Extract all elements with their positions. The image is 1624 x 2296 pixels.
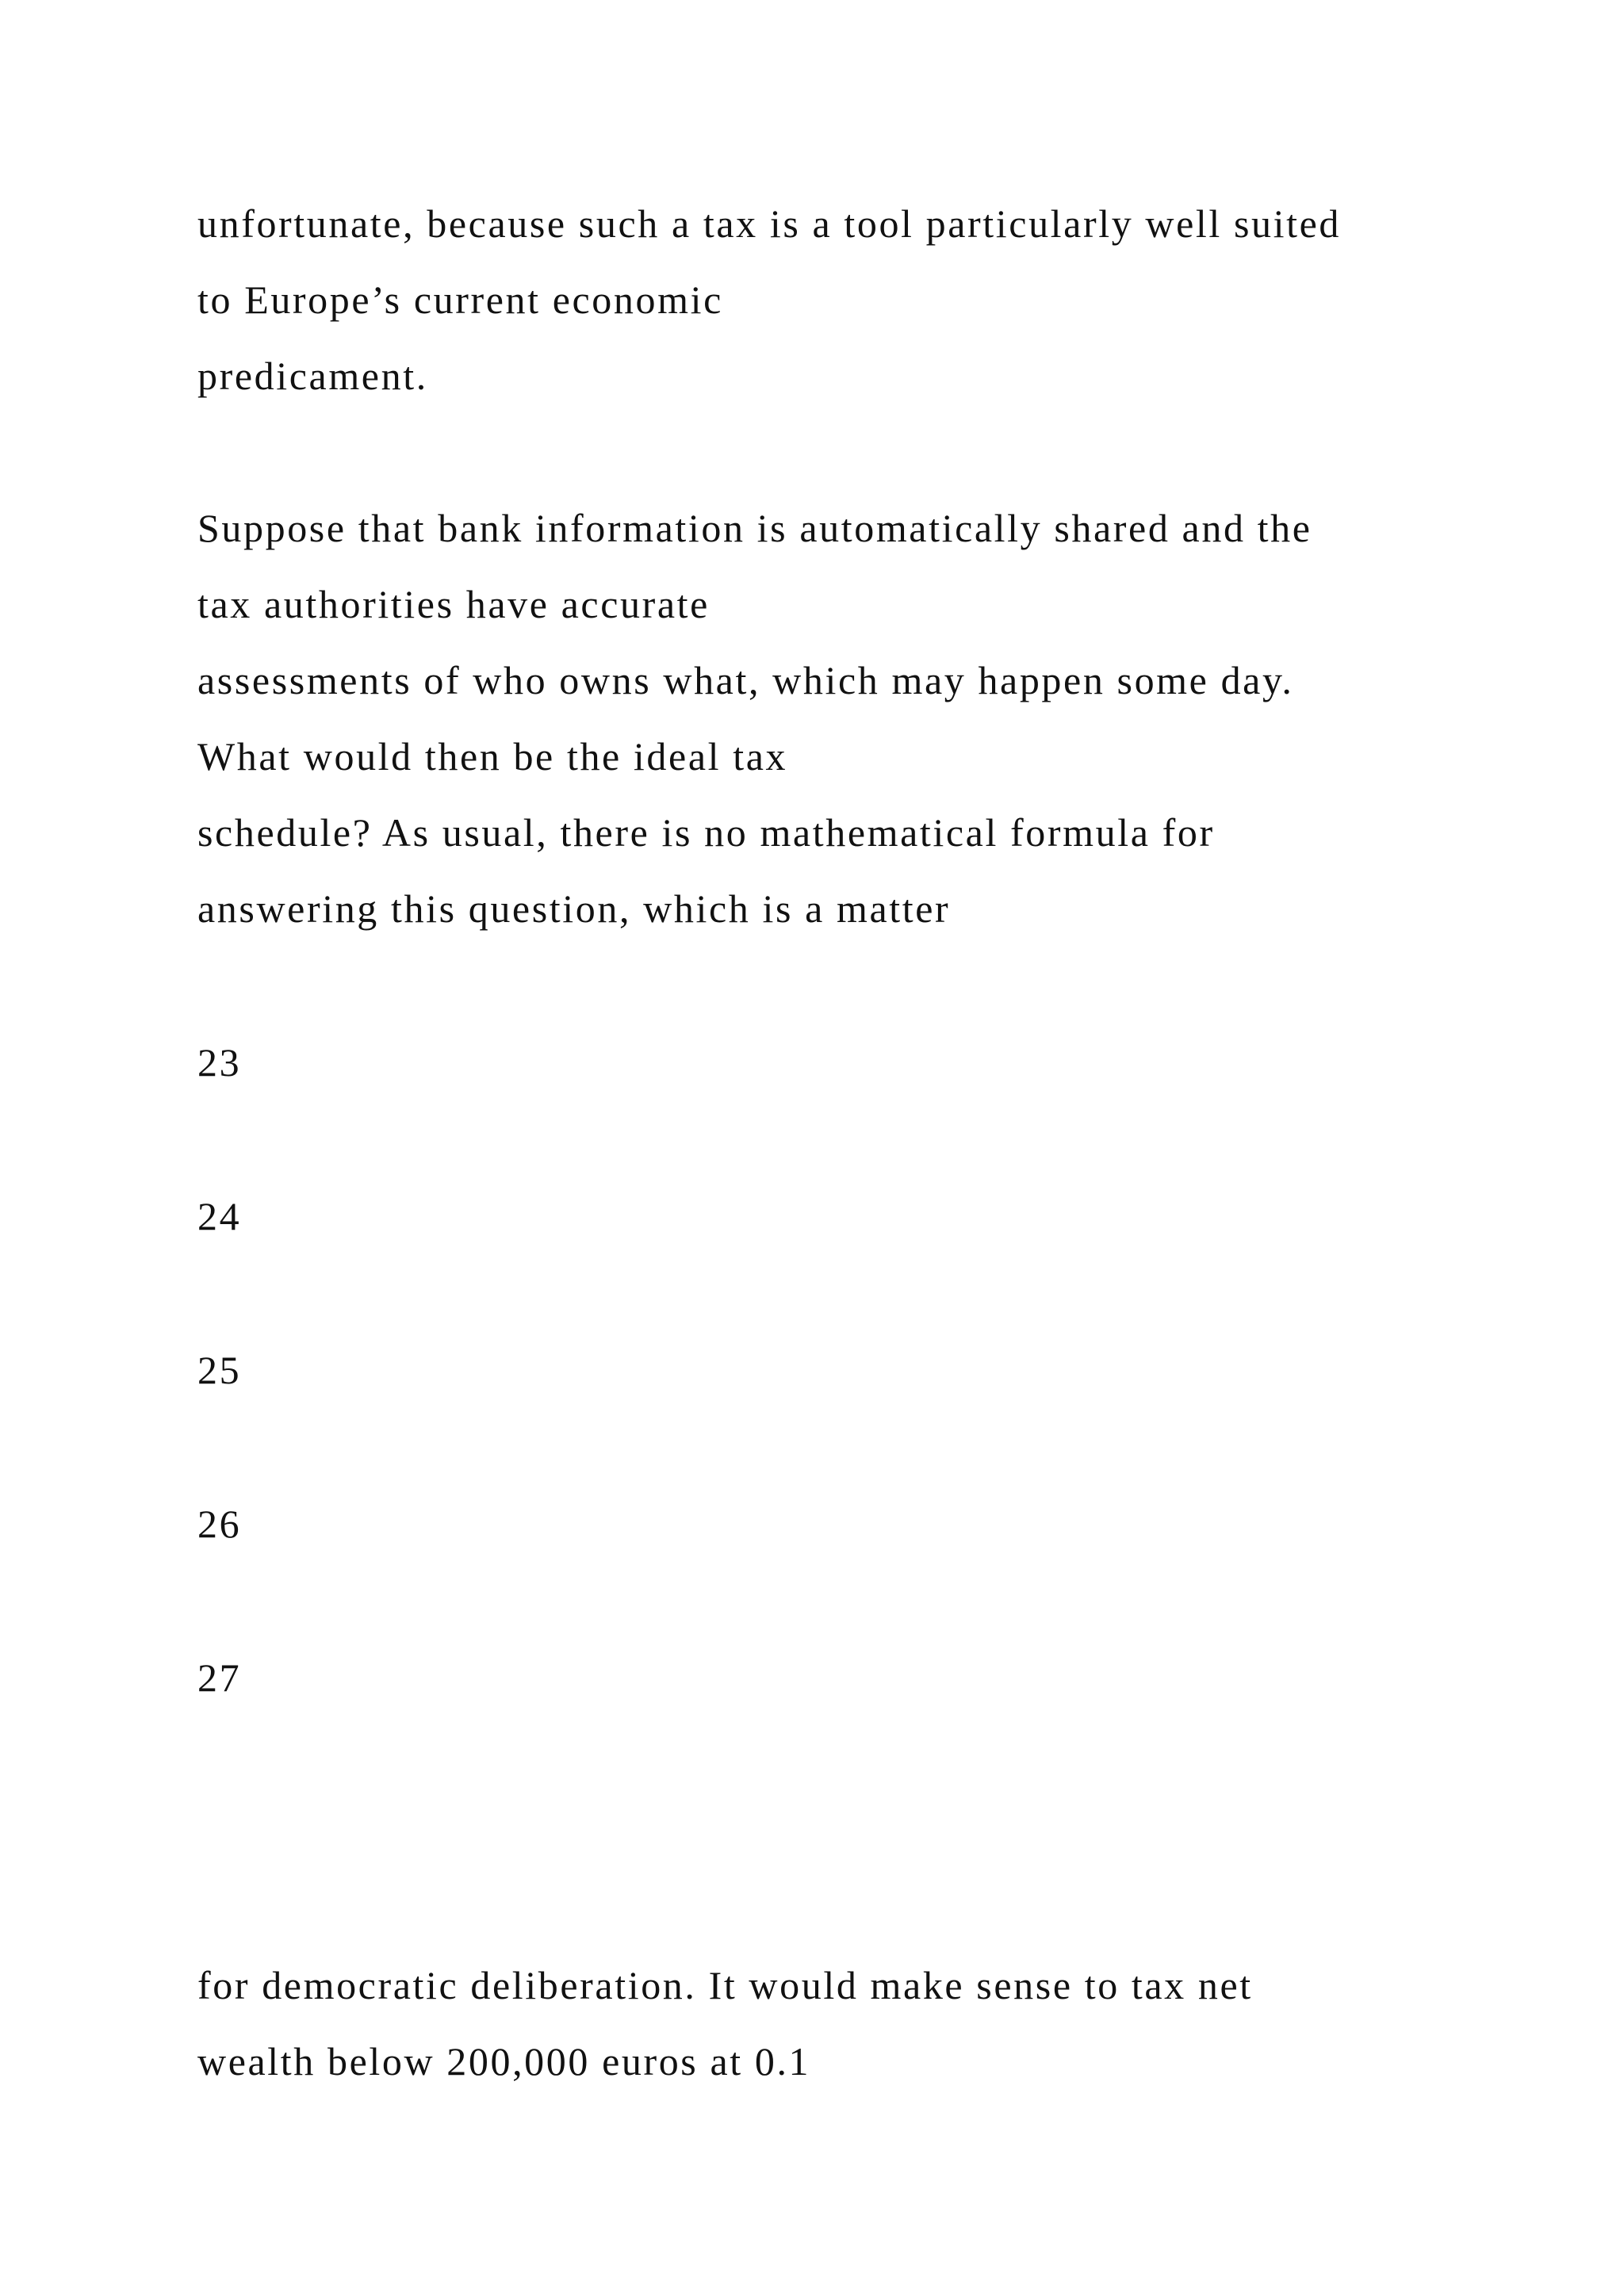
paragraph-2-line-2: tax authorities have accurate [197,582,710,626]
line-number-23: 23 [197,1040,242,1085]
paragraph-2-line-5: schedule? As usual, there is no mathematical formula for [197,810,1215,855]
line-number-25: 25 [197,1348,242,1392]
line-number-27: 27 [197,1655,242,1700]
line-number-24: 24 [197,1194,242,1238]
paragraph-2-line-4: What would then be the ideal tax [197,734,788,779]
line-number-26: 26 [197,1502,242,1546]
paragraph-1-line-3: predicament. [197,354,428,398]
paragraph-2-line-1: Suppose that bank information is automatically shared and the [197,506,1312,550]
paragraph-1-line-2: to Europe’s current economic [197,277,723,322]
paragraph-2-line-3: assessments of who owns what, which may happen some day. [197,658,1294,702]
paragraph-3-line-2: wealth below 200,000 euros at 0.1 [197,2039,811,2084]
paragraph-1-line-1: unfortunate, because such a tax is a tool particularly well suited [197,201,1342,246]
paragraph-2-line-6: answering this question, which is a matter [197,886,951,931]
paragraph-3-line-1: for democratic deliberation. It would make sense to tax net [197,1963,1253,2007]
